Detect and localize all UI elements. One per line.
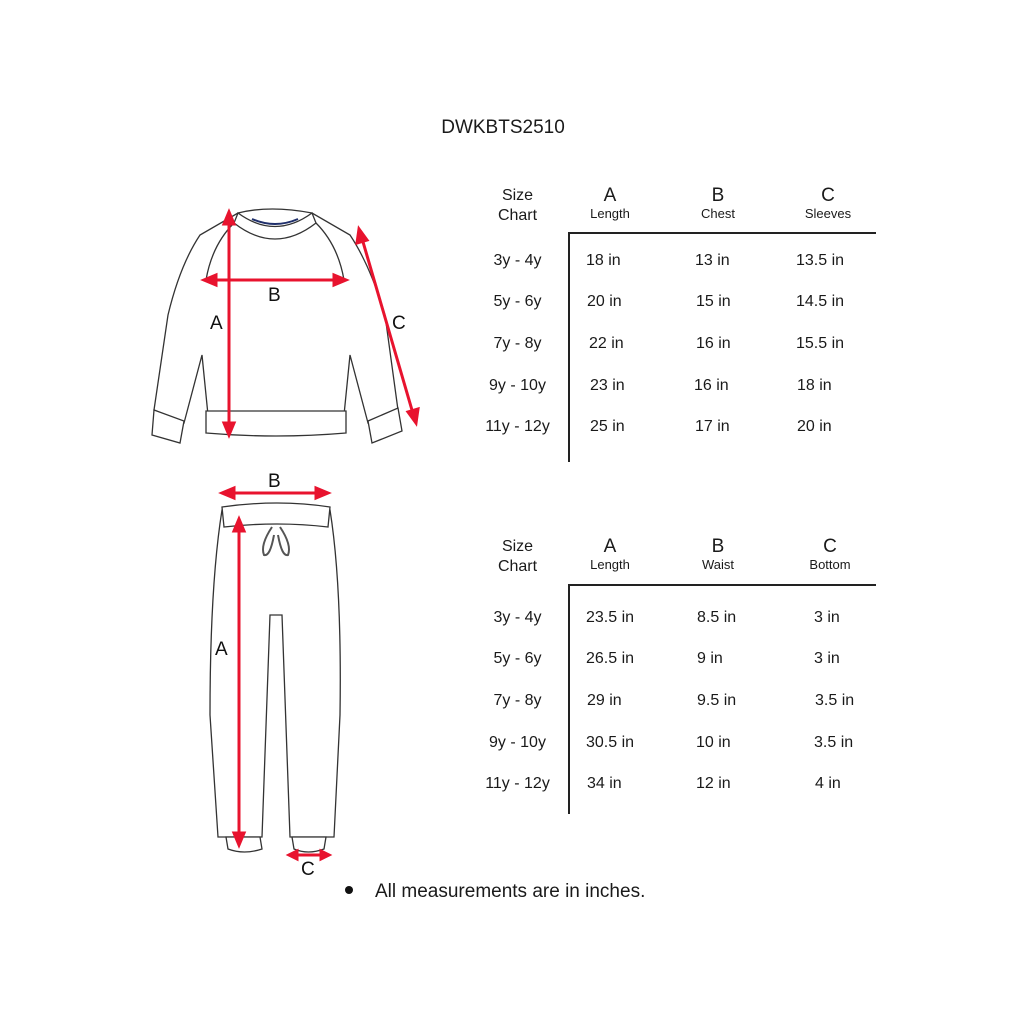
measurement-note: All measurements are in inches. xyxy=(345,881,645,903)
table-row: 11y - 12y 34 in 12 in 4 in xyxy=(485,775,841,792)
col-header-c: C Sleeves xyxy=(804,185,852,221)
sweatshirt-diagram xyxy=(140,195,440,455)
pants-diagram xyxy=(190,465,370,885)
size-header: Size xyxy=(501,538,534,555)
col-header-a: A Length xyxy=(590,536,630,572)
length-label: A xyxy=(210,313,223,334)
table-row: 11y - 12y 25 in 17 in 20 in xyxy=(485,418,832,435)
table-row: 5y - 6y 26.5 in 9 in 3 in xyxy=(493,650,840,667)
waist-label: B xyxy=(268,471,281,492)
sleeve-label: C xyxy=(392,313,406,334)
table-row: 9y - 10y 23 in 16 in 18 in xyxy=(489,377,832,394)
size-header: Size xyxy=(501,187,534,204)
table-row: 3y - 4y 18 in 13 in 13.5 in xyxy=(493,252,845,269)
table-row: 7y - 8y 29 in 9.5 in 3.5 in xyxy=(493,692,855,709)
col-header-b: B Chest xyxy=(701,185,735,221)
product-code-title: DWKBTS2510 xyxy=(441,117,565,138)
col-header-c: C Bottom xyxy=(809,536,851,572)
col-header-a: A Length xyxy=(590,185,630,221)
pants-length-label: A xyxy=(215,639,228,660)
col-header-b: B Waist xyxy=(701,536,735,572)
bottom-label: C xyxy=(301,859,315,880)
table-row: 9y - 10y 30.5 in 10 in 3.5 in xyxy=(489,734,854,751)
table-row: 7y - 8y 22 in 16 in 15.5 in xyxy=(493,335,845,352)
header-divider xyxy=(568,232,876,234)
chest-label: B xyxy=(268,285,281,306)
sweatshirt-size-table: Size Chart A Length B Chest C Sleeves 3y - 4y 18 in 13 in 13.5 in 5y - 6y 20 in 15 in 14.5 in 7y - 8y 22 in 16 in 15.5 in 9y - 10y 23 in 16 in 18 in 11y - 12y 25 in 17 in 20 in xyxy=(470,186,890,466)
pants-size-table: Size Chart A Length B Waist C Bottom 3y - 4y 23.5 in 8.5 in 3 in 5y - 6y 26.5 in 9 in 3 in 7y - 8y 29 in 9.5 in 3.5 in 9y - 10y 30.5 in 10 in 3.5 in 11y - 12y 34 in 12 in 4 in xyxy=(470,537,890,817)
table-row: 5y - 6y 20 in 15 in 14.5 in xyxy=(493,293,845,310)
header-divider xyxy=(568,584,876,586)
table-row: 3y - 4y 23.5 in 8.5 in 3 in xyxy=(493,609,840,626)
bullet-icon xyxy=(345,886,353,894)
